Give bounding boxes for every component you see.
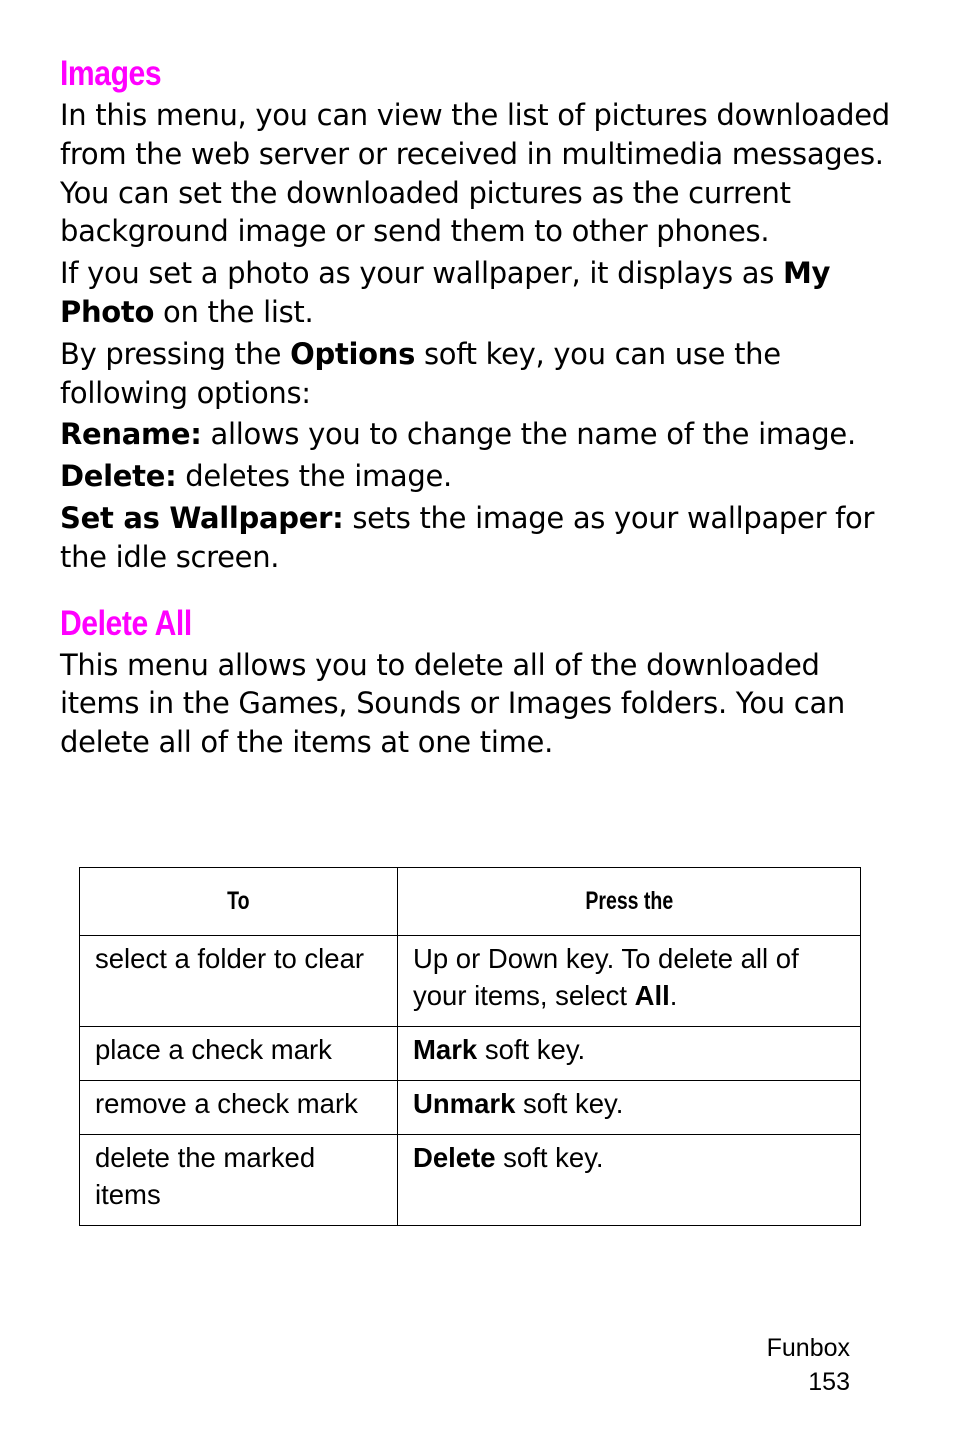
delete-all-paragraph: This menu allows you to delete all of the downloaded items in the Games, Sounds or Images folders. You can delete all of the items at one time. bbox=[60, 647, 845, 760]
table-row bbox=[80, 1081, 861, 1135]
option-delete: Delete: deletes the image. bbox=[60, 459, 452, 494]
table-cell-press: Mark soft key. bbox=[398, 1027, 861, 1081]
options-paragraph: By pressing the Options soft key, you can use the following options: bbox=[60, 336, 781, 410]
option-rename: Rename: allows you to change the name of the image. bbox=[60, 417, 856, 452]
table-header-to: To bbox=[80, 868, 398, 936]
wallpaper-paragraph: If you set a photo as your wallpaper, it displays as My Photo on the list. bbox=[60, 256, 831, 329]
table-row bbox=[80, 1027, 861, 1081]
page-number: 153 bbox=[808, 1368, 850, 1396]
heading-delete-all: Delete All bbox=[60, 603, 192, 643]
images-intro-paragraph: In this menu, you can view the list of pictures downloaded from the web server or received in multimedia messages. You can set the downloaded pictures as the current background image or send them to other phones. bbox=[60, 98, 890, 249]
my-photo-term: My Photo bbox=[60, 256, 831, 329]
page-footer bbox=[767, 1331, 850, 1399]
table-cell-press: Delete soft key. bbox=[398, 1135, 861, 1226]
option-set-as-wallpaper: Set as Wallpaper: sets the image as your wallpaper for the idle screen. bbox=[60, 500, 875, 574]
table-cell-press: Up or Down key. To delete all of your items, select All. bbox=[398, 936, 861, 1027]
table-cell-to: remove a check mark bbox=[80, 1081, 398, 1135]
table-row bbox=[80, 936, 861, 1027]
table-cell-to: place a check mark bbox=[80, 1027, 398, 1081]
table-cell-press: Unmark soft key. bbox=[398, 1081, 861, 1135]
table-cell-to: delete the marked items bbox=[80, 1135, 398, 1226]
table-row bbox=[80, 1135, 861, 1226]
page-content bbox=[60, 52, 890, 765]
heading-images: Images bbox=[60, 54, 162, 93]
table-header-press: Press the bbox=[398, 868, 861, 936]
footer-section-name: Funbox bbox=[766, 1334, 850, 1362]
key-instructions-table bbox=[79, 867, 861, 1226]
options-term: Options bbox=[290, 336, 416, 371]
table-header-row bbox=[80, 868, 861, 936]
table-cell-to: select a folder to clear bbox=[80, 936, 398, 1027]
